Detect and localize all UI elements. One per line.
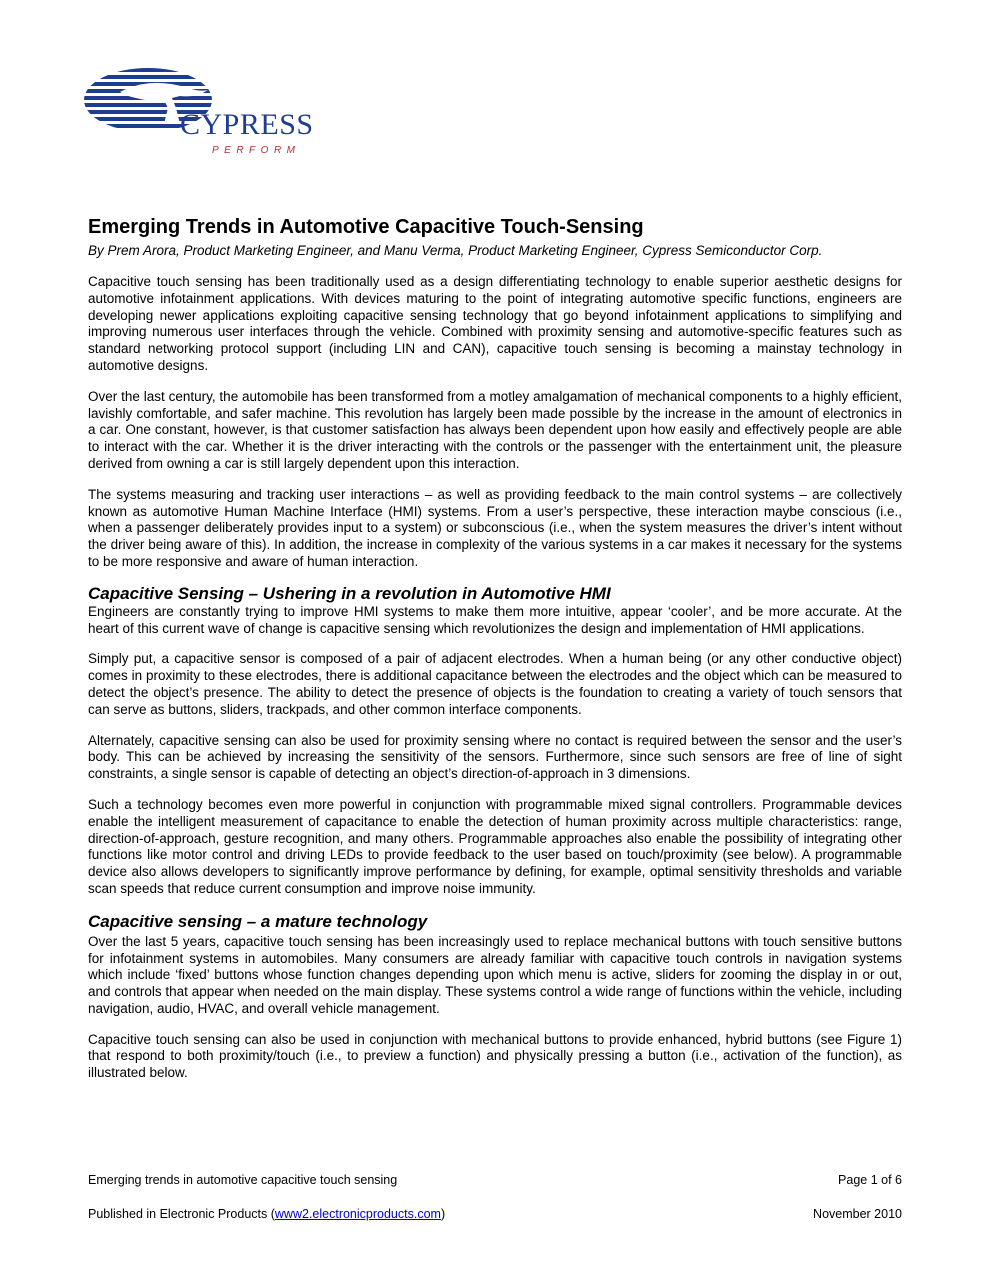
section-heading-hmi: Capacitive Sensing – Ushering in a revolution in Automotive HMI <box>88 583 611 603</box>
section2-paragraph-2: Simply put, a capacitive sensor is composed of a pair of adjacent electrodes. When a human being (or any other conductive object) comes in proximity to these electrodes, there is additional capacitance between the electrodes and the object which can be measured to detect the object’s presence. The ability to detect the presence of objects is the foundation to creating a variety of touch sensors that can serve as buttons, sliders, trackpads, and other common interface components. <box>88 651 902 717</box>
intro-paragraph-2: Over the last century, the automobile has been transformed from a motley amalgamation of mechanical components to a highly efficient, lavishly comfortable, and safer machine. This revolution has largely been made possible by the increase in the amount of electronics in a car. One constant, however, is that customer satisfaction has always been dependent upon how easily and effectively people are able to interact with the car. Whether it is the driver interacting with the controls or the passenger with the entertainment unit, the pleasure derived from owning a car is still largely dependent upon this interaction. <box>88 388 902 471</box>
section2-paragraph-3: Alternately, capacitive sensing can also be used for proximity sensing where no contact is required between the sensor and the user’s body. This can be achieved by increasing the sensitivity of the sensors. Furthermore, since such sensors are free of line of sight constraints, a single sensor is capable of detecting an object’s direction-of-approach in 3 dimensions. <box>88 732 902 782</box>
logo-tagline: PERFORM <box>212 145 301 156</box>
section2-paragraph-1: Engineers are constantly trying to improve HMI systems to make them more intuitive, appear ‘cooler’, and be more accurate. At the heart of this current wave of change is capacitive sensing which revolutionizes the design and implementation of HMI applications. <box>88 603 902 636</box>
footer-published <box>88 1207 445 1221</box>
intro-paragraph-1: Capacitive touch sensing has been traditionally used as a design differentiating technology to enable superior aesthetic designs for automotive infotainment applications. With devices maturing to the point of integrating automotive specific functions, engineers are developing newer applications exploiting capacitive sensing technology that go beyond infotainment applications to simplifying and improving numerous user interfaces through the vehicle. Combined with proximity sensing and automotive-specific features such as standard networking protocol support (including LIN and CAN), capacitive touch sensing is becoming a mainstay technology in automotive designs. <box>88 274 902 373</box>
section-heading-mature: Capacitive sensing – a mature technology <box>88 911 428 931</box>
article-byline: By Prem Arora, Product Marketing Engineer, and Manu Verma, Product Marketing Engineer, Cypress Semiconductor Corp. <box>88 243 823 258</box>
footer-publisher-link[interactable]: www2.electronicproducts.com <box>274 1207 441 1221</box>
intro-paragraph-3: The systems measuring and tracking user interactions – as well as providing feedback to the main control systems – are collectively known as automotive Human Machine Interface (HMI) systems. From a user’s perspective, these interaction maybe conscious (i.e., when a passenger deliberately provides input to a system) or subconscious (i.e., when the system measures the driver’s intent without the driver being aware of this). In addition, the increase in complexity of the various systems in a car makes it necessary for the systems to be more responsive and aware of human interaction. <box>88 486 902 569</box>
footer-published-prefix: Published in Electronic Products ( <box>88 1207 275 1221</box>
logo-wordmark: CYPRESS <box>180 108 314 141</box>
footer-page-number: Page 1 of 6 <box>838 1173 902 1187</box>
section3-paragraph-2: Capacitive touch sensing can also be used in conjunction with mechanical buttons to provide enhanced, hybrid buttons (see Figure 1) that respond to both proximity/touch (i.e., to preview a function) and physically pressing a button (i.e., activation of the function), as illustrated below. <box>88 1031 902 1081</box>
footer-row-1 <box>88 1173 902 1189</box>
footer-row-2 <box>88 1207 902 1223</box>
article-body <box>88 214 902 1096</box>
footer-published-suffix: ) <box>440 1207 446 1221</box>
section3-paragraph-1: Over the last 5 years, capacitive touch sensing has been increasingly used to replace mechanical buttons with touch sensitive buttons for infotainment systems in automobiles. Many consumers are already familiar with capacitive touch controls in navigation systems which include ‘fixed’ buttons whose function changes depending upon which menu is active, sliders for zooming the display in or out, and controls that appear when needed on the main display. These systems control a wide range of functions within the vehicle, including navigation, audio, HVAC, and overall vehicle management. <box>88 933 902 1016</box>
footer-doc-title: Emerging trends in automotive capacitive touch sensing <box>88 1173 398 1187</box>
section2-paragraph-4: Such a technology becomes even more powerful in conjunction with programmable mixed signal controllers. Programmable devices enable the intelligent measurement of capacitance to enable the detection of human proximity across multiple characteristics: range, direction-of-approach, gesture recognition, and many others. Programmable approaches also enable the possibility of integrating other functions like motor control and driving LEDs to provide feedback to the user based on touch/proximity (see below). A programmable device also allows developers to significantly improve performance by defining, for example, optimal sensitivity thresholds and variable scan speeds that reduce current consumption and improve noise immunity. <box>88 796 902 896</box>
article-title: Emerging Trends in Automotive Capacitive Touch-Sensing <box>88 216 644 238</box>
footer-date: November 2010 <box>813 1207 902 1221</box>
